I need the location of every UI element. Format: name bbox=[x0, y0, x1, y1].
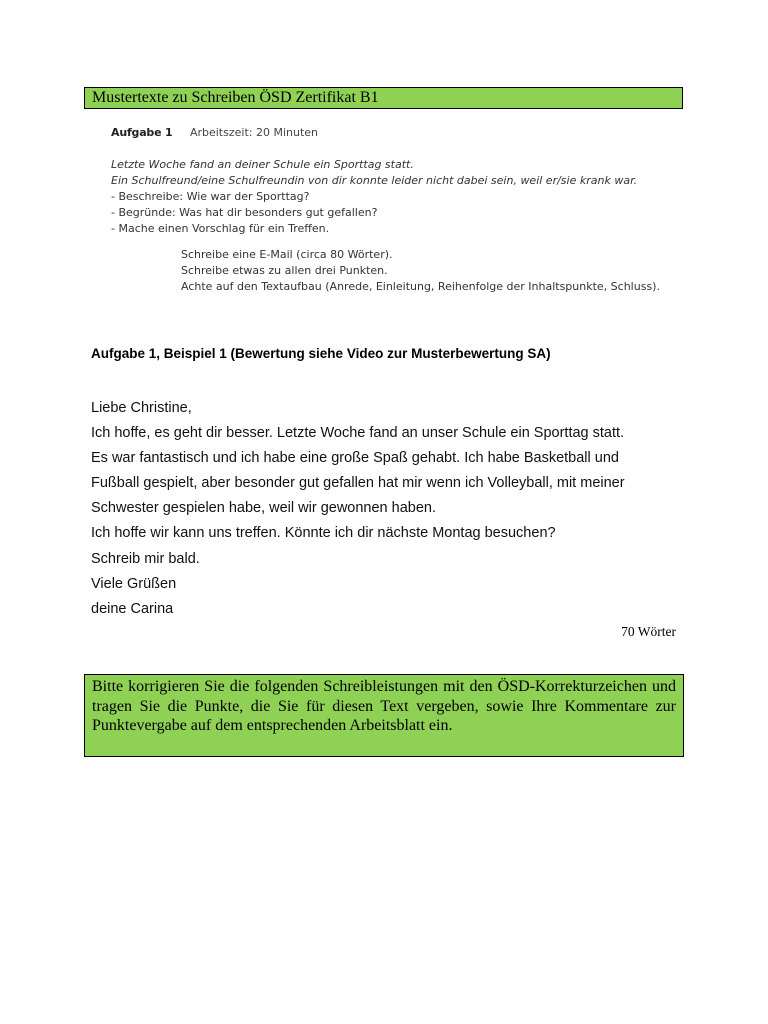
word-count: 70 Wörter bbox=[621, 624, 676, 639]
task-prompt bbox=[111, 157, 671, 237]
letter-line: Liebe Christine, bbox=[91, 400, 192, 416]
task-bullet: - Beschreibe: Wie war der Sporttag? bbox=[111, 190, 310, 203]
letter-line: Schreib mir bald. bbox=[91, 550, 200, 567]
task-bullet: - Begründe: Was hat dir besonders gut gefallen? bbox=[111, 206, 378, 219]
task-instruction-line: Schreibe etwas zu allen drei Punkten. bbox=[181, 264, 388, 277]
task-description bbox=[111, 124, 671, 295]
sample-letter bbox=[91, 396, 691, 622]
letter-line: Fußball gespielt, aber besonder gut gefallen hat mir wenn ich Volleyball, mit meiner bbox=[91, 475, 625, 492]
letter-line: Viele Grüßen bbox=[91, 575, 177, 592]
letter-line: Ich hoffe wir kann uns treffen. Könnte ich dir nächste Montag besuchen? bbox=[91, 525, 556, 542]
task-time: Arbeitszeit: 20 Minuten bbox=[189, 126, 318, 139]
task-bullet: - Mache einen Vorschlag für ein Treffen. bbox=[111, 222, 330, 235]
task-number: Aufgabe 1 bbox=[111, 126, 173, 139]
letter-line: Ich hoffe, es geht dir besser. Letzte Woche fand an unser Schule ein Sporttag statt. bbox=[91, 425, 625, 442]
task-prompt-line: Ein Schulfreund/eine Schulfreundin von dir konnte leider nicht dabei sein, weil er/sie krank war. bbox=[111, 174, 638, 187]
task-header bbox=[111, 124, 671, 142]
task-instructions bbox=[181, 247, 671, 295]
document-title: Mustertexte zu Schreiben ÖSD Zertifikat B1 bbox=[84, 87, 683, 109]
example-heading: Aufgabe 1, Beispiel 1 (Bewertung siehe Video zur Musterbewertung SA) bbox=[91, 346, 551, 361]
letter-line: deine Carina bbox=[91, 600, 174, 617]
correction-note: Bitte korrigieren Sie die folgenden Schreibleistungen mit den ÖSD-Korrekturzeichen und tragen Sie die Punkte, die Sie für diesen Text vergeben, sowie Ihre Kommentare zur Punktevergabe auf dem entsprechenden Arbeitsblatt ein. bbox=[84, 674, 684, 757]
task-prompt-line: Letzte Woche fand an deiner Schule ein Sporttag statt. bbox=[111, 158, 414, 171]
task-instruction-line: Achte auf den Textaufbau (Anrede, Einleitung, Reihenfolge der Inhaltspunkte, Schluss). bbox=[181, 280, 660, 293]
task-instruction-line: Schreibe eine E-Mail (circa 80 Wörter). bbox=[181, 248, 393, 261]
letter-line: Schwester gespielen habe, weil wir gewonnen haben. bbox=[91, 500, 436, 517]
letter-line: Es war fantastisch und ich habe eine große Spaß gehabt. Ich habe Basketball und bbox=[91, 450, 619, 467]
